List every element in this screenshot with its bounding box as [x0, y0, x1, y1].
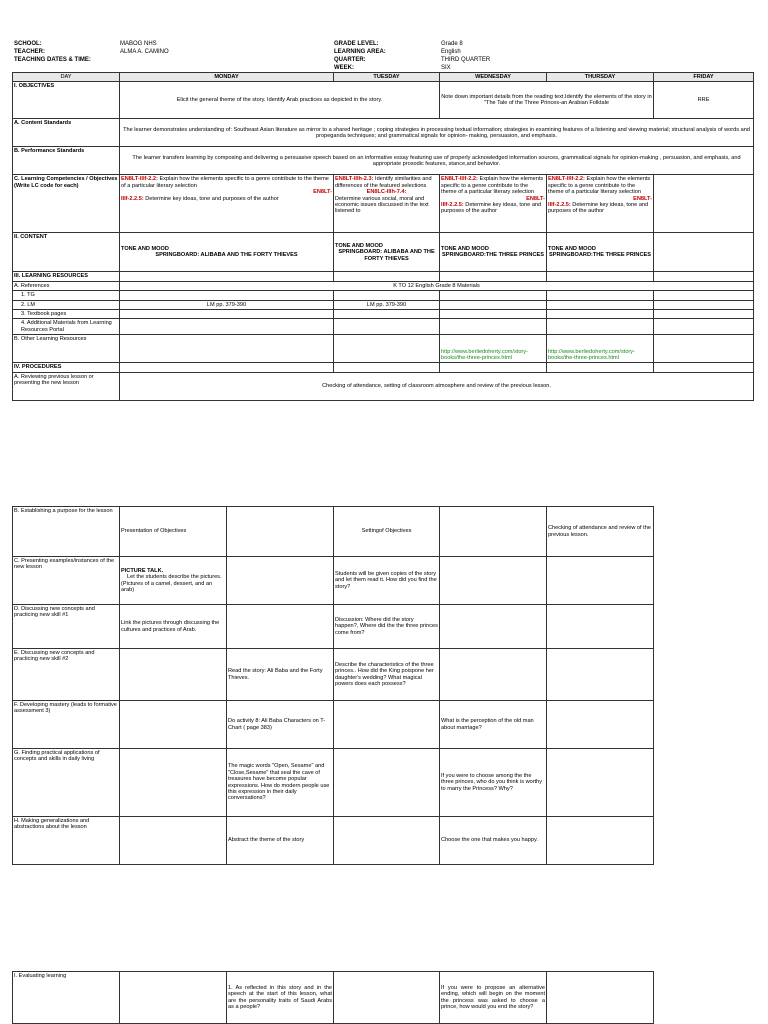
- other-resources-wed[interactable]: [440, 335, 547, 363]
- other-resources-label: B. Other Learning Resources: [13, 335, 120, 363]
- skill1-wed: Discussion: Where did the story happen?, Where did the the three princes come from?: [334, 605, 440, 649]
- content-standards-text: The learner demonstrates understanding of: Southeast Asian literature as mirror to a shared heritage ; coping strategies in processing textual information; strategies in examining features of a listening and viewing material; structural analysis of words and propeganda techniques; and grammatical signals for opinion- making, persuasion, and emphasis.: [120, 119, 754, 147]
- presenting-wed: Students will be given copies of the story and let them read it. How did you find the story?: [334, 557, 440, 605]
- day-header: DAY: [13, 73, 120, 82]
- evaluating-thu: If you were to propose an alternative ending, which will begin on the moment the princess was asked to choose a prince, how would you end the story?: [440, 972, 547, 1024]
- skill1-mon: Link the pictures through discussing the cultures and practices of Arab.: [120, 605, 227, 649]
- quarter-label: QUARTER:: [334, 57, 366, 63]
- resources-label: III. LEARNING RESOURCES: [13, 272, 120, 281]
- area-value: English: [441, 49, 461, 55]
- skill2-label: E. Discussing new concepts and practicing new skill #2: [13, 649, 120, 701]
- skill1-label: D. Discussing new concepts and practicing new skill #1: [13, 605, 120, 649]
- content-tue: TONE AND MOOD SPRINGBOARD: ALIBABA AND THE FORTY THIEVES: [334, 233, 440, 272]
- objectives-mon-tue: Elicit the general theme of the story. Identify Arab practices as depicted in the story.: [120, 82, 440, 119]
- objectives-label: I. OBJECTIVES: [13, 82, 120, 119]
- monday-header: MONDAY: [120, 73, 334, 82]
- lesson-log-table-part2: [12, 506, 654, 865]
- lesson-log-table-part1: [12, 72, 754, 401]
- story-link-thu[interactable]: http://www.berliedoherty.com/story-books/the-three-princes.html: [548, 348, 635, 362]
- reviewing-text: Checking of attendance, setting of classroom atmosphere and review of the previous lesson.: [120, 372, 754, 400]
- story-link-wed[interactable]: http://www.berliedoherty.com/story-books/the-three-princes.html: [441, 348, 528, 362]
- competencies-mon: EN8LT-IIIf-2.2: Explain how the elements specific to a genre contribute to the theme of a particular literary selection EN8LT- IIIf-2.2.5: Determine key ideas, tone and purposes of the author: [120, 175, 334, 233]
- dates-label: TEACHING DATES & TIME:: [14, 57, 91, 63]
- objectives-wed-thu: Note down important details from the reading text.Identify the elements of the story in "The Tale of the Three Princes-an Arabian Folktale: [440, 82, 654, 119]
- skill2-tue: Read the story: Ali Baba and the Forty Thieves.: [227, 649, 334, 701]
- procedures-label: IV. PROCEDURES: [13, 363, 120, 372]
- purpose-fri: Checking of attendance and review of the previous lesson.: [547, 507, 654, 557]
- purpose-label: B. Establishing a purpose for the lesson: [13, 507, 120, 557]
- performance-standards-label: B. Performance Standards: [13, 147, 120, 175]
- grade-label: GRADE LEVEL:: [334, 41, 379, 47]
- week-value: SIX: [441, 65, 451, 71]
- evaluating-label: I. Evaluating learning: [13, 972, 120, 1024]
- friday-header: FRIDAY: [654, 73, 754, 82]
- area-label: LEARNING AREA:: [334, 49, 386, 55]
- purpose-mon: Presentation of Objectives: [120, 507, 227, 557]
- teacher-label: TEACHER:: [14, 49, 45, 55]
- generalizations-label: H. Making generalizations and abstractions about the lesson: [13, 817, 120, 865]
- applications-label: G. Finding practical applications of concepts and skills in daily living: [13, 749, 120, 817]
- wednesday-header: WEDNESDAY: [440, 73, 547, 82]
- objectives-fri: RRE: [654, 82, 754, 119]
- dates-value: [120, 56, 334, 64]
- lm-tue: LM pp. 379-390: [334, 300, 440, 309]
- mastery-tue: Do activity 8: Ali Baba Characters on T-Chart ( page 383): [227, 701, 334, 749]
- lesson-log-table-part3: [12, 971, 654, 1024]
- week-label: WEEK:: [334, 65, 354, 71]
- mastery-thu: What is the perception of the old man about marriage?: [440, 701, 547, 749]
- grade-value: Grade 8: [441, 41, 463, 47]
- performance-standards-text: The learner transfers learning by composing and delivering a persuasive speech based on an informative essay featuring use of properly acknowledged information sources, grammatical signals for opinion-making , persuasion, and emphasis, and appropriate prosodic features, stance,and behavior.: [120, 147, 754, 175]
- reviewing-label: A. Reviewing previous lesson or presenting the new lesson: [13, 372, 120, 400]
- school-value: MABOG NHS: [120, 41, 157, 47]
- mastery-label: F. Developing mastery (leads to formative assessment 3): [13, 701, 120, 749]
- applications-tue: The magic words "Open, Sesame" and "Close,Sesame" that seal the cave of treasures have become popular expressions. How do modern people use this expression in their daily conversations?: [227, 749, 334, 817]
- tg-label: 1. TG: [13, 291, 120, 300]
- generalizations-thu: Choose the one that makes you happy.: [440, 817, 547, 865]
- generalizations-tue: Abstract the theme of the story: [227, 817, 334, 865]
- content-standards-label: A. Content Standards: [13, 119, 120, 147]
- thursday-header: THURSDAY: [547, 73, 654, 82]
- purpose-wed: Settingof Objectives: [334, 507, 440, 557]
- evaluating-tue: 1. As reflected in this story and in the speech at the start of this lesson, what are the personality traits of Saudi Arabs as a people?: [227, 972, 334, 1024]
- competencies-tue: EN8LT-IIIh-2.3: Identify similarities and differences of the featured selections EN8LC-IIIh-7.4: Determine various social, moral and economic issues discussed in the text listened to: [334, 175, 440, 233]
- references-label: A. References: [13, 281, 120, 290]
- teacher-value: ALMA A. CAMINO: [120, 49, 169, 55]
- references-text: K TO 12 English Grade 8 Materials: [120, 281, 754, 290]
- competencies-thu: EN8LT-IIIf-2.2: Explain how the elements specific to a genre contribute to the theme of a particular literary selection EN8LT- IIIf-2.2.5: Determine key ideas, tone and purposes of the author: [547, 175, 654, 233]
- competencies-wed: EN8LT-IIIf-2.2: Explain how the elements specific to a genre contribute to the theme of a particular literary selection EN8LT- IIIf-2.2.5: Determine key ideas, tone and purposes of the author: [440, 175, 547, 233]
- content-wed: TONE AND MOOD SPRINGBOARD:THE THREE PRINCES: [440, 233, 547, 272]
- additional-materials-label: 4. Additional Materials from Learning Resources Portal: [13, 319, 120, 335]
- content-thu: TONE AND MOOD SPRINGBOARD:THE THREE PRINCES: [547, 233, 654, 272]
- content-label: II. CONTENT: [13, 233, 120, 272]
- lm-label: 2. LM: [13, 300, 120, 309]
- presenting-label: C. Presenting examples/instances of the new lesson: [13, 557, 120, 605]
- skill2-wed: Describe the characteristics of the three princes.. How did the King poispone her daughter's wedding? What magical powers does each possess?: [334, 649, 440, 701]
- textbook-label: 3. Textbook pages: [13, 310, 120, 319]
- presenting-mon: PICTURE TALK. Let the students describe the pictures. (Pictures of a camel, dessert, and an arab): [120, 557, 227, 605]
- quarter-value: THIRD QUARTER: [441, 57, 491, 63]
- school-label: SCHOOL:: [14, 41, 42, 47]
- applications-thu: If you were to choose among the the three princes, who do you think is worthy to marry the Princess? Why?: [440, 749, 547, 817]
- other-resources-thu[interactable]: [547, 335, 654, 363]
- tuesday-header: TUESDAY: [334, 73, 440, 82]
- lm-mon: LM pp. 379-390: [120, 300, 334, 309]
- school-header: [14, 40, 754, 72]
- content-mon: TONE AND MOOD SPRINGBOARD: ALIBABA AND THE FORTY THIEVES: [120, 233, 334, 272]
- competencies-label: C. Learning Competencies / Objectives (Write LC code for each): [13, 175, 120, 233]
